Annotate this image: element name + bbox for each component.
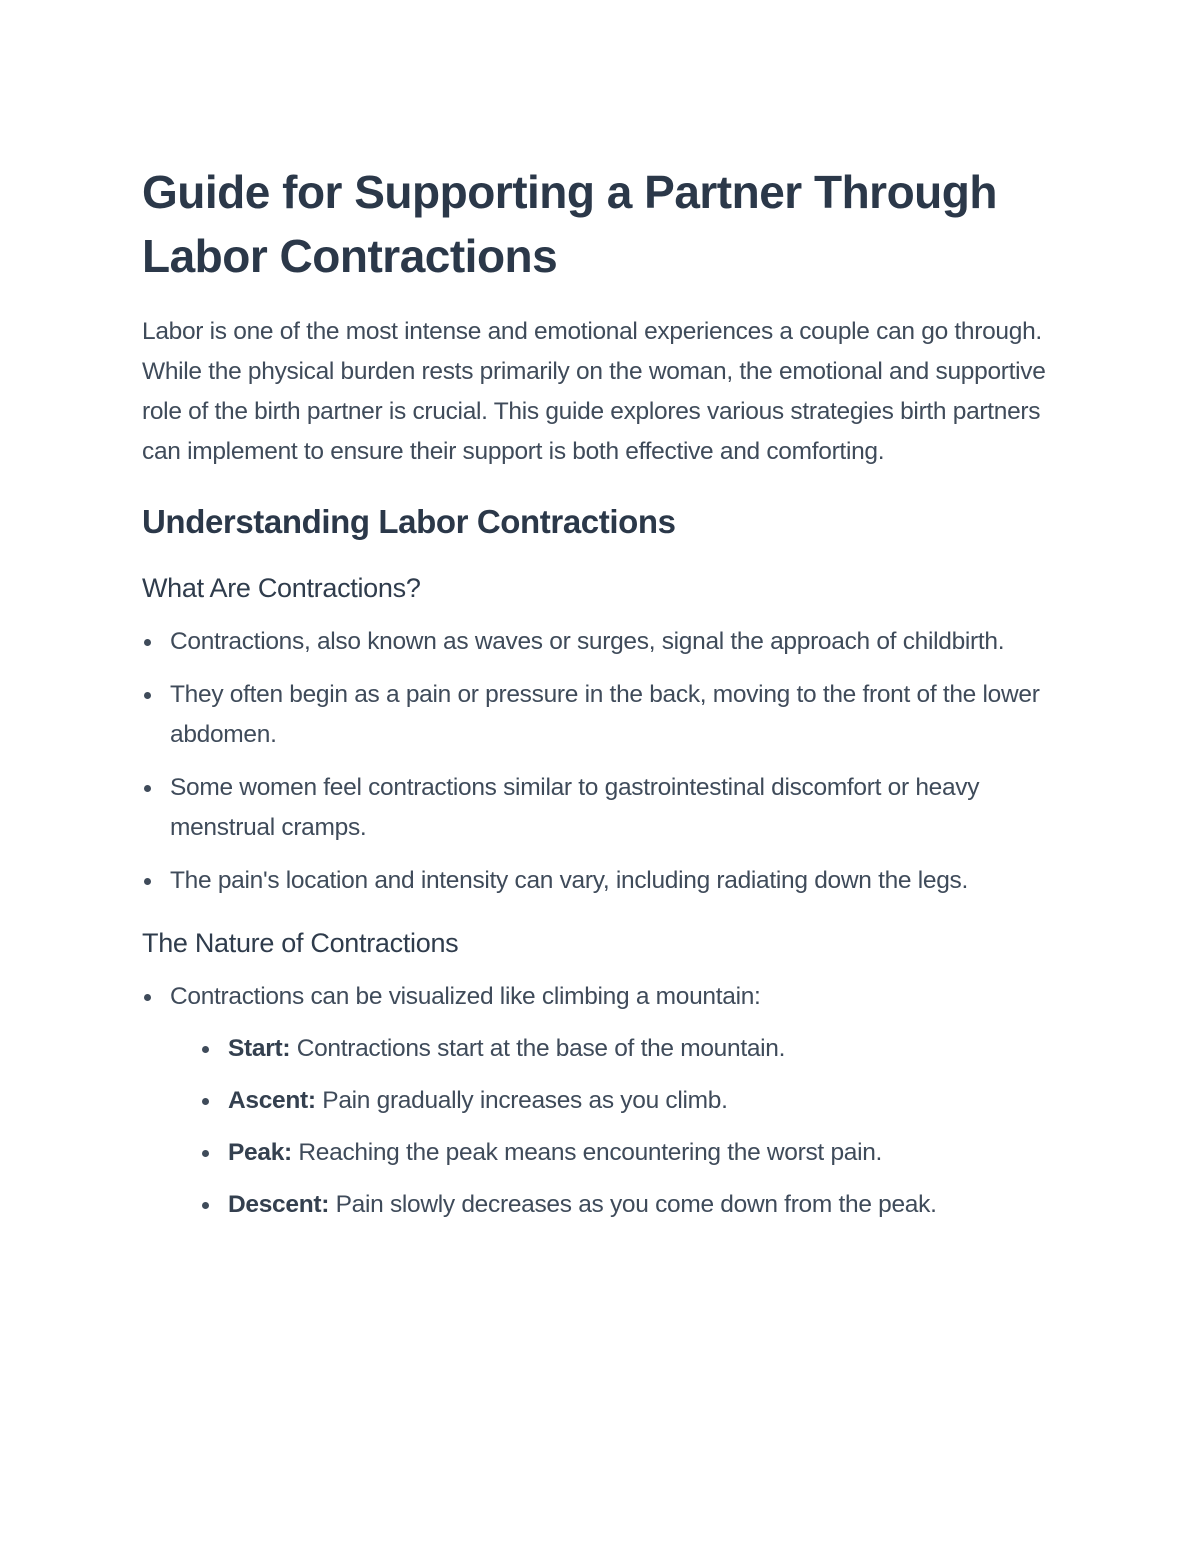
list-item: The pain's location and intensity can vary, including radiating down the legs. [142,861,1052,901]
list-item: Contractions, also known as waves or surges, signal the approach of childbirth. [142,622,1052,662]
stage-text: Pain slowly decreases as you come down from the peak. [329,1191,937,1218]
stage-text: Pain gradually increases as you climb. [315,1087,728,1114]
stage-term: Peak: [228,1139,292,1166]
subheading-what-are-contractions: What Are Contractions? [142,573,421,603]
stage-text: Contractions start at the base of the mountain. [290,1035,786,1062]
list-item [142,977,1052,1225]
intro-paragraph: Labor is one of the most intense and emotional experiences a couple can go through. While the physical burden rests primarily on the woman, the emotional and supportive role of the birth partner is crucial. This guide explores various strategies birth partners can implement to ensure their support is both effective and comforting. [142,318,1046,465]
list-item: They often begin as a pain or pressure in the back, moving to the front of the lower abdomen. [142,675,1052,755]
nature-list [142,977,1052,1225]
contractions-list [142,622,1052,901]
document-title: Guide for Supporting a Partner Through Labor Contractions [142,166,997,282]
stage-item-ascent [170,1081,1052,1121]
list-item-text: Contractions can be visualized like climbing a mountain: [170,983,761,1010]
stage-item-start [170,1029,1052,1069]
stage-text: Reaching the peak means encountering the worst pain. [291,1139,883,1166]
stage-item-descent [170,1185,1052,1225]
stage-term: Start: [228,1035,291,1062]
document-page [142,160,1052,1225]
list-item: Some women feel contractions similar to gastrointestinal discomfort or heavy menstrual cramps. [142,768,1052,848]
stage-term: Ascent: [228,1087,316,1114]
mountain-stages-list [170,1029,1052,1225]
subheading-nature-of-contractions: The Nature of Contractions [142,928,459,958]
section-heading-understanding: Understanding Labor Contractions [142,503,676,540]
stage-item-peak [170,1133,1052,1173]
stage-term: Descent: [228,1191,330,1218]
